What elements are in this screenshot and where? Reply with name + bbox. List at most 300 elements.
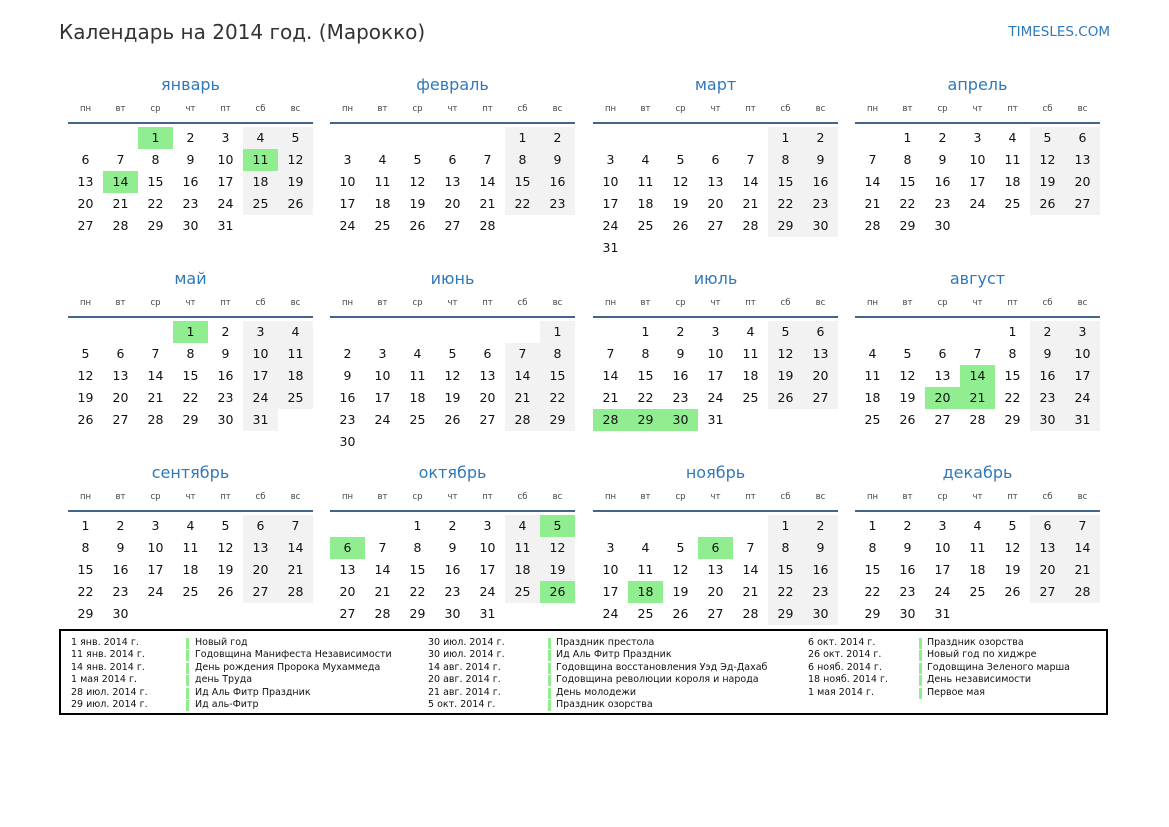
day-cell: 24 [969, 196, 986, 211]
weekday-label: ср [675, 492, 686, 502]
day-cell: 22 [637, 390, 654, 405]
legend-date: 26 окт. 2014 г. [808, 649, 882, 661]
day-cell: 13 [444, 174, 461, 189]
day-cell: 13 [243, 537, 278, 559]
weekday-label: ср [675, 104, 686, 114]
day-cell: 15 [77, 562, 94, 577]
day-cell: 24 [479, 584, 496, 599]
day-cell: 5 [448, 346, 457, 361]
month-calendar [330, 74, 575, 264]
weekday-label: пт [482, 492, 493, 502]
day-cell: 15 [768, 559, 803, 581]
holiday-legend [59, 629, 1108, 715]
day-cell: 5 [768, 321, 803, 343]
day-cell: 9 [448, 540, 457, 555]
day-cell: 31 [934, 606, 951, 621]
day-cell: 7 [483, 152, 492, 167]
day-cell: 4 [1008, 130, 1017, 145]
day-cell: 8 [868, 540, 877, 555]
day-cell: 8 [641, 346, 650, 361]
day-cell: 21 [278, 559, 313, 581]
weekday-header [593, 292, 838, 314]
day-cell: 12 [768, 343, 803, 365]
weekday-label: пн [341, 298, 354, 308]
day-cell: 21 [147, 390, 164, 405]
weekday-header [330, 486, 575, 508]
legend-date: 11 янв. 2014 г. [71, 649, 145, 661]
day-cell: 5 [413, 152, 422, 167]
day-cell: 25 [864, 412, 881, 427]
weekday-label: пн [866, 492, 879, 502]
legend-date: 1 мая 2014 г. [71, 674, 137, 686]
day-cell: 23 [217, 390, 234, 405]
day-cell: 9 [938, 152, 947, 167]
weekday-label: вс [1077, 492, 1088, 502]
weekday-header [68, 98, 313, 120]
day-cell: 10 [479, 540, 496, 555]
day-cell: 19 [444, 390, 461, 405]
day-cell: 24 [243, 387, 278, 409]
day-cell: 7 [151, 346, 160, 361]
day-cell: 11 [278, 343, 313, 365]
day-cell: 30 [217, 412, 234, 427]
day-cell: 4 [378, 152, 387, 167]
holiday-day-cell: 29 [628, 409, 663, 431]
day-cell: 21 [742, 584, 759, 599]
weekday-label: вт [640, 298, 651, 308]
weekday-label: вс [1077, 298, 1088, 308]
weekday-header [68, 292, 313, 314]
weekday-label: пт [220, 104, 231, 114]
day-cell: 15 [505, 171, 540, 193]
day-cell: 19 [899, 390, 916, 405]
day-cell: 2 [448, 518, 457, 533]
weekday-label: вс [1077, 104, 1088, 114]
weekday-label: вт [640, 104, 651, 114]
site-link[interactable]: TIMESLES.COM [1008, 24, 1110, 40]
day-cell: 11 [637, 562, 654, 577]
month-calendar [330, 462, 575, 652]
day-cell: 1 [81, 518, 90, 533]
day-cell: 2 [221, 324, 230, 339]
day-cell: 7 [278, 515, 313, 537]
weekday-label: ср [675, 298, 686, 308]
legend-color-marker [548, 663, 551, 674]
weekday-label: сб [780, 492, 791, 502]
legend-date: 20 авг. 2014 г. [428, 674, 501, 686]
holiday-day-cell: 26 [540, 581, 575, 603]
day-cell: 13 [707, 174, 724, 189]
weekday-label: чт [447, 492, 458, 502]
day-cell: 29 [182, 412, 199, 427]
day-cell: 4 [413, 346, 422, 361]
month-title: ноябрь [685, 463, 746, 482]
legend-color-marker [548, 688, 551, 699]
day-cell: 29 [768, 603, 803, 625]
weekday-label: пн [79, 492, 92, 502]
weekday-label: сб [517, 104, 528, 114]
day-cell: 28 [742, 218, 759, 233]
day-cell: 1 [768, 515, 803, 537]
day-cell: 27 [803, 387, 838, 409]
weekday-label: чт [710, 104, 721, 114]
weekday-label: чт [972, 298, 983, 308]
day-cell: 10 [969, 152, 986, 167]
day-cell: 16 [672, 368, 689, 383]
day-cell: 28 [479, 218, 496, 233]
day-cell: 15 [899, 174, 916, 189]
day-cell: 23 [672, 390, 689, 405]
day-cell: 22 [768, 193, 803, 215]
day-cell: 12 [672, 174, 689, 189]
day-cell: 17 [339, 196, 356, 211]
day-cell: 2 [116, 518, 125, 533]
day-cell: 11 [1004, 152, 1021, 167]
holiday-day-cell: 14 [103, 171, 138, 193]
day-cell: 12 [1004, 540, 1021, 555]
day-cell: 30 [444, 606, 461, 621]
legend-color-marker [186, 663, 189, 674]
weekday-label: ср [412, 298, 423, 308]
day-cell: 10 [243, 343, 278, 365]
weekday-label: вс [815, 492, 826, 502]
weekday-label: вт [902, 104, 913, 114]
day-cell: 3 [343, 152, 352, 167]
legend-holiday-name: Праздник озорства [556, 698, 653, 710]
weekday-label: пн [604, 492, 617, 502]
day-cell: 8 [768, 149, 803, 171]
page-title: Календарь на 2014 год. (Марокко) [59, 20, 426, 44]
month-title: март [694, 75, 737, 94]
month-title: апрель [947, 75, 1008, 94]
day-cell: 9 [221, 346, 230, 361]
holiday-day-cell: 5 [540, 515, 575, 537]
day-cell: 4 [278, 321, 313, 343]
day-cell: 15 [768, 171, 803, 193]
day-cell: 21 [112, 196, 129, 211]
weekday-label: сб [1042, 492, 1053, 502]
day-cell: 9 [116, 540, 125, 555]
day-cell: 6 [1065, 127, 1100, 149]
day-cell: 15 [864, 562, 881, 577]
day-cell: 25 [1004, 196, 1021, 211]
day-cell: 7 [746, 152, 755, 167]
weekday-label: чт [710, 298, 721, 308]
day-cell: 26 [1030, 193, 1065, 215]
legend-color-marker [186, 688, 189, 699]
legend-color-marker [186, 700, 189, 711]
days-grid [593, 124, 838, 264]
weekday-label: ср [937, 492, 948, 502]
day-cell: 20 [444, 196, 461, 211]
day-cell: 7 [973, 346, 982, 361]
day-cell: 24 [147, 584, 164, 599]
day-cell: 21 [864, 196, 881, 211]
day-cell: 29 [899, 218, 916, 233]
day-cell: 20 [803, 365, 838, 387]
day-cell: 20 [77, 196, 94, 211]
day-cell: 26 [278, 193, 313, 215]
day-cell: 18 [505, 559, 540, 581]
day-cell: 24 [707, 390, 724, 405]
weekday-label: вт [115, 492, 126, 502]
holiday-day-cell: 11 [243, 149, 278, 171]
weekday-label: ср [412, 492, 423, 502]
day-cell: 1 [1008, 324, 1017, 339]
day-cell: 27 [243, 581, 278, 603]
legend-date: 1 янв. 2014 г. [71, 637, 139, 648]
day-cell: 30 [112, 606, 129, 621]
month-title: май [174, 269, 207, 288]
day-cell: 7 [1065, 515, 1100, 537]
day-cell: 3 [938, 518, 947, 533]
weekday-label: ср [150, 104, 161, 114]
holiday-day-cell: 18 [628, 581, 663, 603]
day-cell: 26 [768, 387, 803, 409]
day-cell: 16 [339, 390, 356, 405]
legend-holiday-name: Новый год по хиджре [927, 649, 1037, 661]
weekday-label: сб [255, 104, 266, 114]
legend-date: 6 окт. 2014 г. [808, 637, 876, 648]
weekday-label: сб [255, 298, 266, 308]
day-cell: 16 [217, 368, 234, 383]
day-cell: 24 [934, 584, 951, 599]
days-grid [68, 318, 313, 458]
day-cell: 23 [112, 584, 129, 599]
weekday-label: пт [1007, 298, 1018, 308]
day-cell: 2 [676, 324, 685, 339]
day-cell: 5 [1030, 127, 1065, 149]
day-cell: 23 [540, 193, 575, 215]
day-cell: 18 [742, 368, 759, 383]
weekday-label: чт [710, 492, 721, 502]
day-cell: 10 [339, 174, 356, 189]
legend-holiday-name: Годовщина Манифеста Независимости [195, 649, 392, 661]
day-cell: 25 [409, 412, 426, 427]
weekday-label: пт [220, 492, 231, 502]
day-cell: 17 [217, 174, 234, 189]
weekday-label: пт [482, 298, 493, 308]
day-cell: 28 [864, 218, 881, 233]
day-cell: 28 [1065, 581, 1100, 603]
day-cell: 3 [1065, 321, 1100, 343]
legend-holiday-name: Ид Аль Фитр Праздник [556, 649, 672, 661]
weekday-label: сб [1042, 104, 1053, 114]
day-cell: 9 [803, 537, 838, 559]
weekday-label: сб [517, 298, 528, 308]
day-cell: 1 [413, 518, 422, 533]
weekday-label: пт [745, 492, 756, 502]
legend-holiday-name: День рождения Пророка Мухаммеда [195, 661, 381, 673]
weekday-label: вт [640, 492, 651, 502]
day-cell: 10 [602, 562, 619, 577]
legend-date: 5 окт. 2014 г. [428, 698, 496, 710]
legend-color-marker [919, 663, 922, 674]
day-cell: 16 [803, 171, 838, 193]
day-cell: 13 [77, 174, 94, 189]
legend-color-marker [919, 650, 922, 661]
weekday-label: вс [290, 492, 301, 502]
day-cell: 16 [934, 174, 951, 189]
day-cell: 12 [540, 537, 575, 559]
month-title: декабрь [942, 463, 1013, 482]
day-cell: 27 [1030, 581, 1065, 603]
day-cell: 30 [1030, 409, 1065, 431]
day-cell: 13 [803, 343, 838, 365]
day-cell: 26 [672, 606, 689, 621]
weekday-label: сб [1042, 298, 1053, 308]
day-cell: 8 [151, 152, 160, 167]
day-cell: 30 [899, 606, 916, 621]
legend-holiday-name: день Труда [195, 674, 253, 686]
day-cell: 28 [147, 412, 164, 427]
day-cell: 23 [803, 193, 838, 215]
day-cell: 21 [374, 584, 391, 599]
day-cell: 13 [934, 368, 951, 383]
day-cell: 14 [742, 562, 759, 577]
legend-color-marker [548, 700, 551, 711]
day-cell: 17 [374, 390, 391, 405]
weekday-label: чт [447, 104, 458, 114]
day-cell: 15 [1004, 368, 1021, 383]
weekday-label: сб [255, 492, 266, 502]
day-cell: 27 [77, 218, 94, 233]
day-cell: 18 [374, 196, 391, 211]
month-calendar [68, 74, 313, 264]
weekday-label: сб [780, 104, 791, 114]
weekday-label: пн [866, 104, 879, 114]
legend-date: 30 июл. 2014 г. [428, 649, 505, 661]
month-title: февраль [416, 75, 489, 94]
day-cell: 25 [969, 584, 986, 599]
day-cell: 19 [768, 365, 803, 387]
day-cell: 20 [479, 390, 496, 405]
day-cell: 6 [448, 152, 457, 167]
holiday-day-cell: 20 [925, 387, 960, 409]
day-cell: 23 [934, 196, 951, 211]
day-cell: 31 [217, 218, 234, 233]
day-cell: 18 [1004, 174, 1021, 189]
month-title: январь [161, 75, 220, 94]
weekday-label: пн [604, 298, 617, 308]
day-cell: 4 [186, 518, 195, 533]
month-calendar [68, 462, 313, 652]
day-cell: 19 [1030, 171, 1065, 193]
legend-color-marker [919, 675, 922, 686]
weekday-header [855, 292, 1100, 314]
day-cell: 8 [1008, 346, 1017, 361]
day-cell: 30 [934, 218, 951, 233]
day-cell: 24 [602, 606, 619, 621]
legend-color-marker [186, 675, 189, 686]
day-cell: 17 [707, 368, 724, 383]
day-cell: 23 [803, 581, 838, 603]
day-cell: 13 [1030, 537, 1065, 559]
day-cell: 22 [540, 387, 575, 409]
day-cell: 22 [899, 196, 916, 211]
day-cell: 2 [903, 518, 912, 533]
day-cell: 11 [505, 537, 540, 559]
day-cell: 26 [217, 584, 234, 599]
day-cell: 11 [637, 174, 654, 189]
day-cell: 20 [707, 196, 724, 211]
day-cell: 16 [803, 559, 838, 581]
legend-color-marker [548, 650, 551, 661]
legend-holiday-name: Первое мая [927, 686, 985, 698]
day-cell: 8 [81, 540, 90, 555]
day-cell: 17 [479, 562, 496, 577]
day-cell: 21 [1065, 559, 1100, 581]
weekday-label: пн [341, 104, 354, 114]
day-cell: 31 [243, 409, 278, 431]
day-cell: 11 [969, 540, 986, 555]
day-cell: 12 [77, 368, 94, 383]
weekday-label: пт [745, 104, 756, 114]
day-cell: 5 [1008, 518, 1017, 533]
weekday-header [330, 292, 575, 314]
day-cell: 1 [768, 127, 803, 149]
weekday-label: вт [902, 298, 913, 308]
day-cell: 19 [409, 196, 426, 211]
month-title: сентябрь [151, 463, 230, 482]
day-cell: 18 [243, 171, 278, 193]
day-cell: 5 [676, 540, 685, 555]
day-cell: 8 [903, 152, 912, 167]
day-cell: 3 [973, 130, 982, 145]
day-cell: 19 [672, 584, 689, 599]
day-cell: 31 [602, 240, 619, 255]
day-cell: 4 [243, 127, 278, 149]
holiday-day-cell: 28 [593, 409, 628, 431]
day-cell: 30 [339, 434, 356, 449]
day-cell: 4 [505, 515, 540, 537]
day-cell: 18 [969, 562, 986, 577]
day-cell: 3 [151, 518, 160, 533]
day-cell: 10 [602, 174, 619, 189]
day-cell: 18 [409, 390, 426, 405]
day-cell: 13 [707, 562, 724, 577]
day-cell: 13 [479, 368, 496, 383]
day-cell: 2 [540, 127, 575, 149]
weekday-label: вс [815, 104, 826, 114]
month-calendar [593, 268, 838, 458]
day-cell: 22 [1004, 390, 1021, 405]
weekday-label: вс [552, 104, 563, 114]
day-cell: 28 [969, 412, 986, 427]
month-calendar [855, 462, 1100, 652]
days-grid [593, 318, 838, 458]
day-cell: 16 [112, 562, 129, 577]
legend-date: 1 мая 2014 г. [808, 686, 874, 698]
day-cell: 10 [1065, 343, 1100, 365]
day-cell: 23 [899, 584, 916, 599]
day-cell: 17 [147, 562, 164, 577]
day-cell: 20 [339, 584, 356, 599]
day-cell: 4 [641, 540, 650, 555]
weekday-label: чт [185, 492, 196, 502]
day-cell: 29 [147, 218, 164, 233]
day-cell: 23 [1030, 387, 1065, 409]
weekday-label: вс [290, 104, 301, 114]
day-cell: 30 [803, 603, 838, 625]
day-cell: 27 [1065, 193, 1100, 215]
weekday-label: пн [79, 298, 92, 308]
day-cell: 6 [483, 346, 492, 361]
weekday-header [68, 486, 313, 508]
day-cell: 24 [1065, 387, 1100, 409]
day-cell: 7 [378, 540, 387, 555]
holiday-day-cell: 21 [960, 387, 995, 409]
